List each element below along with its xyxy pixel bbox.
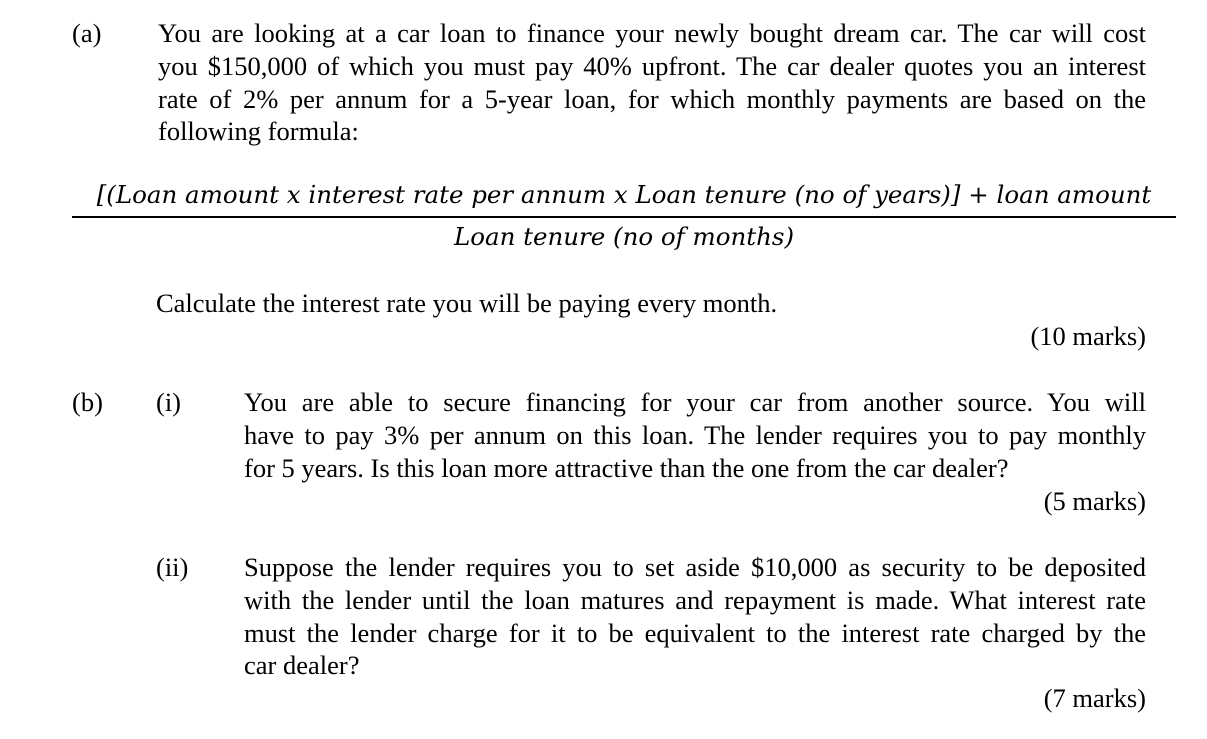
part-b-i-marks: (5 marks) [1043, 486, 1146, 516]
part-a-line-1: You are looking at a car loan to finance your newly bought dream car. The car will cost [158, 18, 1146, 48]
formula-denominator: Loan tenure (no of months) [453, 222, 795, 251]
part-b-i-paragraph [244, 386, 1146, 484]
part-b-ii-line-2: with the lender until the loan matures and repayment is made. What interest rate [244, 584, 1146, 615]
part-a-line-3: rate of 2% per annum for a 5-year loan, for which monthly payments are based on the [158, 83, 1146, 114]
part-a-label: (a) [72, 18, 102, 48]
part-b-ii-paragraph [244, 551, 1146, 682]
formula-numerator: [(Loan amount x interest rate per annum x Loan tenure (no of years)] + loan amount [96, 180, 1152, 209]
part-b-ii-label: (ii) [156, 552, 189, 582]
part-a-marks: (10 marks) [1030, 321, 1146, 351]
part-b-ii-line-3: must the lender charge for it to be equivalent to the interest rate charged by the [244, 617, 1146, 648]
part-a-line-4: following formula: [158, 116, 359, 147]
part-b-i-line-2: have to pay 3% per annum on this loan. The lender requires you to pay monthly [244, 419, 1146, 450]
formula-fraction-bar [72, 216, 1176, 218]
part-b-i-line-1: You are able to secure financing for your car from another source. You will [244, 387, 1146, 417]
part-b-i-label: (i) [156, 387, 182, 417]
part-b-label: (b) [72, 387, 103, 417]
part-b-ii-line-4: car dealer? [244, 650, 360, 681]
part-a-line-2: you $150,000 of which you must pay 40% upfront. The car dealer quotes you an interest [158, 50, 1146, 81]
part-b-ii-marks: (7 marks) [1043, 683, 1146, 713]
part-b-i-line-3: for 5 years. Is this loan more attractive than the one from the car dealer? [244, 452, 1009, 483]
part-a-paragraph [158, 17, 1146, 148]
part-a-question: Calculate the interest rate you will be paying every month. [156, 288, 778, 318]
part-b-ii-line-1: Suppose the lender requires you to set aside $10,000 as security to be deposited [244, 552, 1146, 582]
